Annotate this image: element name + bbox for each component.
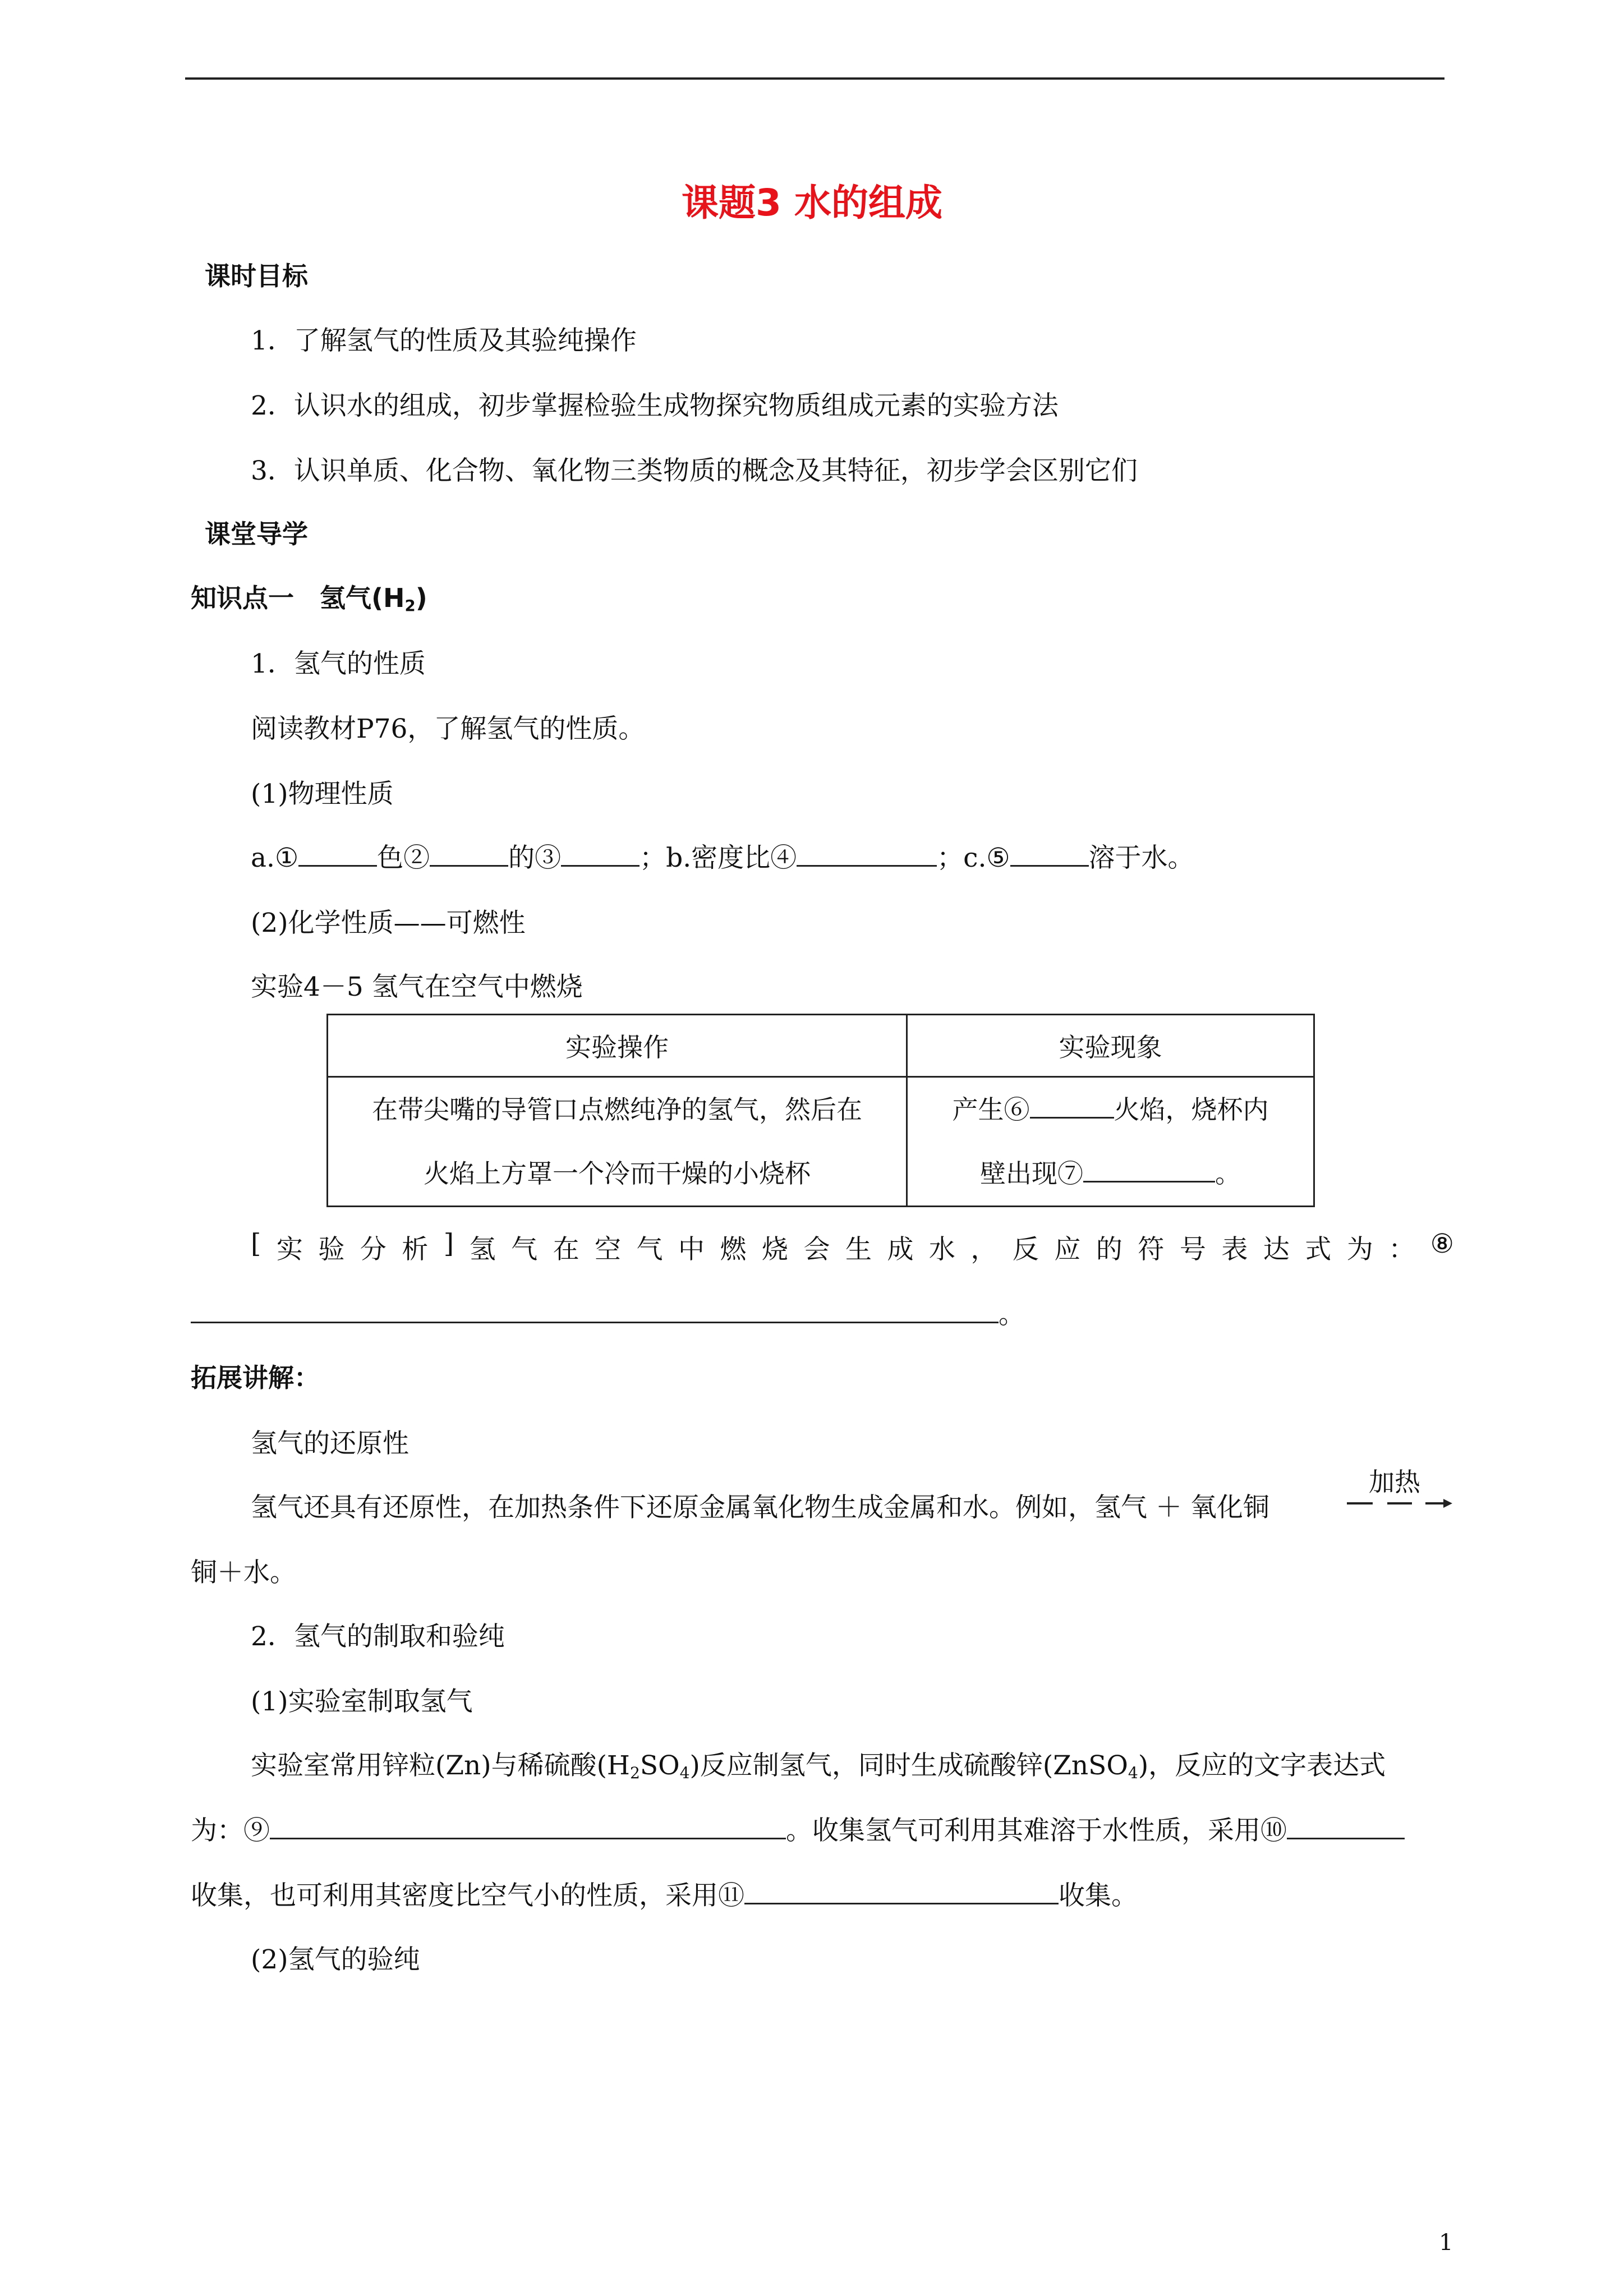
- blank-7: [1083, 1158, 1215, 1182]
- lab-paragraph-line: 为：⑨ 。收集氢气可利用其难溶于水性质，采用⑩: [191, 1810, 1405, 1847]
- goals-heading: 课时目标: [205, 261, 308, 291]
- lab-paragraph-line: 收集，也可利用其密度比空气小的性质，采用⑪ 收集。: [191, 1880, 1138, 1911]
- section-item: 1．氢气的性质: [251, 648, 426, 679]
- blank-8: [191, 1299, 999, 1323]
- blank-2: [430, 843, 508, 867]
- experiment-table: [326, 1014, 1315, 1207]
- experiment-title: 实验4－5 氢气在空气中燃烧: [251, 972, 583, 1002]
- analysis-line: [ 实 验 分 析 ] 氢 气 在 空 气 中 燃 烧 会 生 成 水 ， 反 应 的 符 号 表 达 式 为 ： ⑧: [251, 1228, 1454, 1265]
- page-title: 课题3 水的组成: [682, 181, 942, 224]
- subheading: (1)物理性质: [251, 779, 394, 809]
- phenomenon-cell: 产生⑥ 火焰，烧杯内 壁出现⑦ 。: [907, 1077, 1314, 1207]
- header-rule: [185, 77, 1444, 80]
- physical-properties-line: a.① 色② 的③ ；b.密度比④ ；c.⑤ 溶于水。: [251, 843, 1194, 873]
- paragraph: 阅读教材P76，了解氢气的性质。: [251, 714, 645, 744]
- page-number: 1: [1439, 2230, 1453, 2256]
- table-header: 实验现象: [907, 1015, 1314, 1077]
- blank-1: [298, 843, 377, 867]
- operation-cell: 在带尖嘴的导管口点燃纯净的氢气，然后在 火焰上方罩一个冷而干燥的小烧杯: [328, 1077, 907, 1207]
- goal-item: 2．认识水的组成，初步掌握检验生成物探究物质组成元素的实验方法: [251, 390, 1059, 421]
- goal-item: 1．了解氢气的性质及其验纯操作: [251, 325, 637, 356]
- heat-label: 加热: [1369, 1467, 1420, 1497]
- section-item: 2．氢气的制取和验纯: [251, 1621, 505, 1652]
- goal-item: 3．认识单质、化合物、氧化物三类物质的概念及其特征，初步学会区别它们: [251, 455, 1138, 486]
- knowledge-point-heading: 知识点一 氢气$(H_2)$: [191, 583, 427, 615]
- subheading: (2)氢气的验纯: [251, 1944, 420, 1975]
- blank-11: [744, 1880, 1059, 1904]
- blank-9: [270, 1815, 786, 1839]
- extension-heading: 拓展讲解：: [191, 1363, 320, 1393]
- lab-paragraph-line: 实验室常用锌粒(Zn)与稀硫酸$(H_2SO_4)$反应制氢气，同时生成硫酸锌(ZnSO$_4$)，反应的文字表达式: [251, 1750, 1386, 1783]
- table-header: 实验操作: [328, 1015, 907, 1077]
- blank-4: [797, 843, 937, 867]
- blank-3: [561, 843, 640, 867]
- blank-10: [1287, 1815, 1405, 1839]
- guide-heading: 课堂导学: [205, 519, 308, 549]
- subheading: (2)化学性质——可燃性: [251, 908, 526, 938]
- subheading: 氢气的还原性: [251, 1428, 409, 1459]
- analysis-answer-line: 。: [191, 1294, 1025, 1331]
- reduction-paragraph: 氢气还具有还原性，在加热条件下还原金属氧化物生成金属和水。例如，氢气 ＋ 氧化铜: [251, 1492, 1269, 1523]
- reduction-paragraph-end: 铜＋水。: [191, 1557, 296, 1588]
- reaction-arrow-icon: [1344, 1476, 1453, 1516]
- blank-5: [1010, 843, 1089, 867]
- subheading: (1)实验室制取氢气: [251, 1686, 473, 1717]
- blank-6: [1030, 1094, 1114, 1119]
